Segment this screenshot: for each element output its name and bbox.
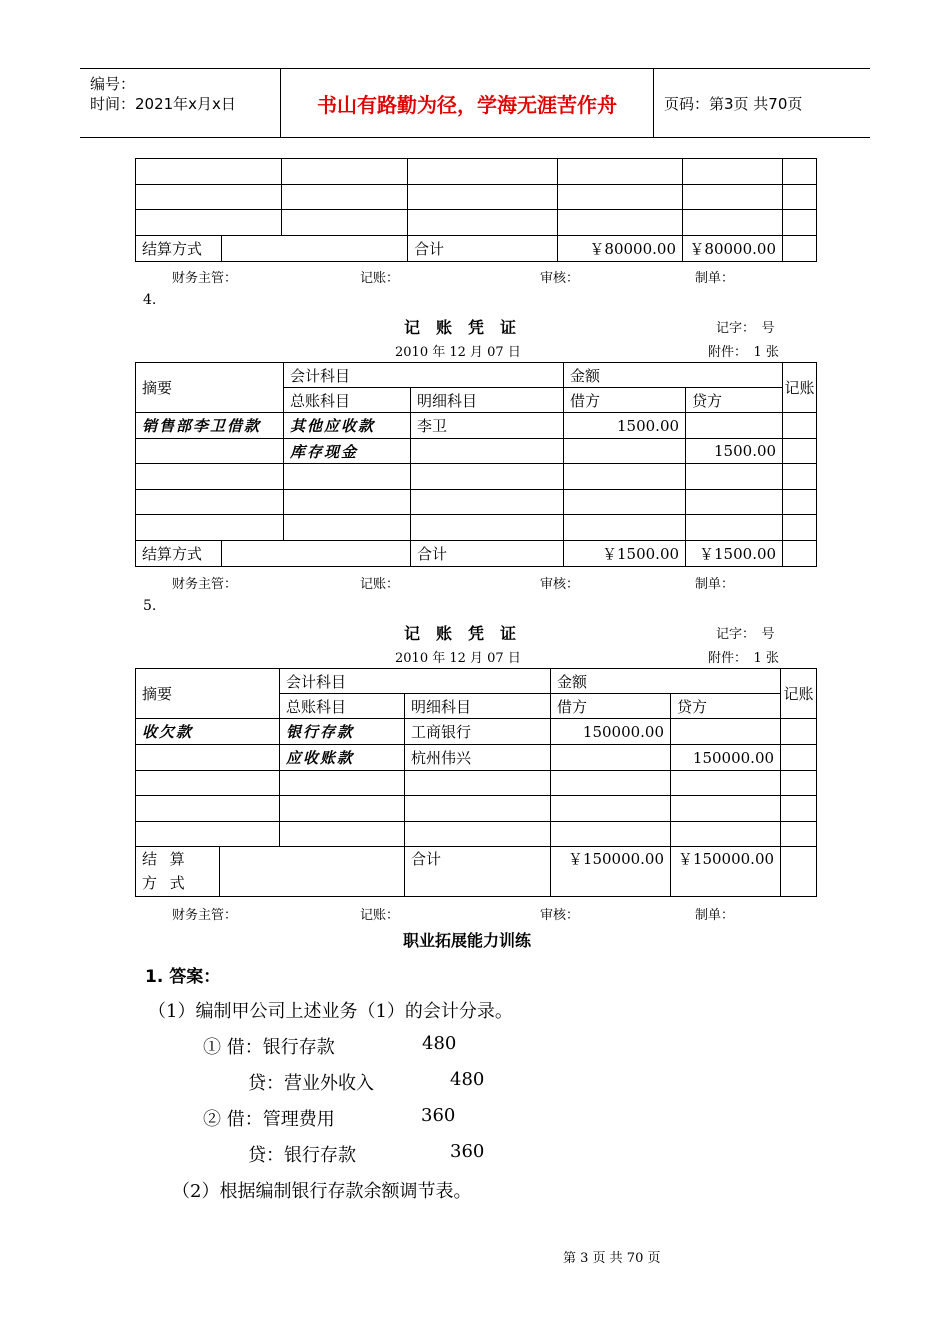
debit-total: ￥150000.00 [551,847,671,897]
motto: 书山有路勤为径，学海无涯苦作舟 [281,69,654,137]
auditor-label: 审核： [540,577,580,592]
settlement-label: 结算方式 [136,236,222,262]
entry-debit: 1500.00 [564,413,686,439]
table-row [136,439,817,464]
entry-summary: 销售部李卫借款 [136,413,284,439]
header-meta [80,69,281,137]
answer-line-4: ② 借：管理费用 [203,1109,335,1130]
preparer-label: 制单： [695,271,735,286]
answer-line-3: 贷：营业外收入 [248,1073,374,1094]
entry-credit: 150000.00 [671,745,781,771]
supervisor-label: 财务主管： [172,577,238,592]
col-amount: 金额 [551,669,781,694]
voucher-5-title: 记 账 凭 证 [404,624,517,643]
entry-general: 其他应收款 [284,413,411,439]
entry-credit [671,719,781,745]
table-row [136,796,817,822]
entry-summary: 收欠款 [136,719,280,745]
preparer-label: 制单： [695,908,735,923]
voucher-5-attachment: 附件： 1 张 [708,651,779,666]
table-row [136,363,817,388]
entry-detail: 李卫 [411,413,564,439]
table-row [136,847,817,897]
voucher-4-table [135,362,817,567]
voucher-4-index: 4. [143,292,157,308]
total-label: 合计 [405,847,551,897]
time-label: 时间：2021年x月x日 [90,95,236,113]
settlement-label: 结 算 方 式 [136,847,220,897]
entry-credit: 1500.00 [686,439,783,464]
table-row [136,159,817,185]
section-title: 职业拓展能力训练 [403,931,532,950]
answer-heading: 1. 答案： [145,967,221,987]
col-posted: 记账 [783,363,817,413]
table-row [136,236,817,262]
entry-debit: 150000.00 [551,719,671,745]
auditor-label: 审核： [540,271,580,286]
debit-total: ￥1500.00 [564,541,686,567]
answer-line-6: （2）根据编制银行存款余额调节表。 [172,1181,472,1202]
col-debit: 借方 [564,388,686,413]
table-row [136,719,817,745]
answer-amount-4: 360 [450,1141,485,1162]
voucher-5-index: 5. [143,598,157,614]
entry-detail [411,439,564,464]
table-row [136,669,817,694]
col-summary: 摘要 [136,363,284,413]
page-header [80,68,870,138]
table-row [136,464,817,490]
table-row [136,745,817,771]
page-footer: 第 3 页 共 70 页 [563,1251,661,1266]
credit-total: ￥1500.00 [686,541,783,567]
col-posted: 记账 [781,669,817,719]
answer-amount-1: 480 [422,1033,457,1054]
col-debit: 借方 [551,694,671,719]
credit-total: ￥80000.00 [683,236,783,262]
entry-detail: 杭州伟兴 [405,745,551,771]
auditor-label: 审核： [540,908,580,923]
answer-line-1: （1）编制甲公司上述业务（1）的会计分录。 [148,1001,513,1022]
col-amount: 金额 [564,363,783,388]
col-detail: 明细科目 [411,388,564,413]
settlement-label: 结算方式 [136,541,222,567]
col-account: 会计科目 [280,669,551,694]
total-label: 合计 [408,236,558,262]
entry-credit [686,413,783,439]
table-row [136,515,817,541]
bookkeeper-label: 记账： [360,577,400,592]
voucher-4-title: 记 账 凭 证 [404,318,517,337]
entry-debit [551,745,671,771]
col-summary: 摘要 [136,669,280,719]
voucher-3-table [135,158,817,262]
table-row [136,185,817,210]
answer-amount-3: 360 [421,1105,456,1126]
answer-amount-2: 480 [450,1069,485,1090]
entry-summary [136,745,280,771]
supervisor-label: 财务主管： [172,908,238,923]
entry-debit [564,439,686,464]
col-detail: 明细科目 [405,694,551,719]
bookkeeper-label: 记账： [360,271,400,286]
total-label: 合计 [411,541,564,567]
debit-total: ￥80000.00 [558,236,683,262]
entry-general: 库存现金 [284,439,411,464]
answer-line-5: 贷：银行存款 [248,1145,356,1166]
credit-total: ￥150000.00 [671,847,781,897]
col-general: 总账科目 [280,694,405,719]
voucher-4-date: 2010 年 12 月 07 日 [395,345,521,360]
supervisor-label: 财务主管： [172,271,238,286]
voucher-5-table [135,668,817,897]
number-label: 编号： [90,75,136,93]
preparer-label: 制单： [695,577,735,592]
table-row [136,413,817,439]
page-indicator: 页码：第3页 共70页 [664,94,803,113]
table-row [136,822,817,847]
voucher-5-date: 2010 年 12 月 07 日 [395,651,521,666]
table-row [136,541,817,567]
table-row [136,771,817,796]
entry-summary [136,439,284,464]
col-general: 总账科目 [284,388,411,413]
answer-line-2: ① 借：银行存款 [203,1037,335,1058]
col-account: 会计科目 [284,363,564,388]
voucher-5-number: 记字： 号 [716,627,775,642]
entry-general: 应收账款 [280,745,405,771]
entry-general: 银行存款 [280,719,405,745]
col-credit: 贷方 [686,388,783,413]
col-credit: 贷方 [671,694,781,719]
table-row [136,210,817,236]
voucher-4-number: 记字： 号 [716,321,775,336]
bookkeeper-label: 记账： [360,908,400,923]
voucher-4-attachment: 附件： 1 张 [708,345,779,360]
entry-detail: 工商银行 [405,719,551,745]
table-row [136,490,817,515]
